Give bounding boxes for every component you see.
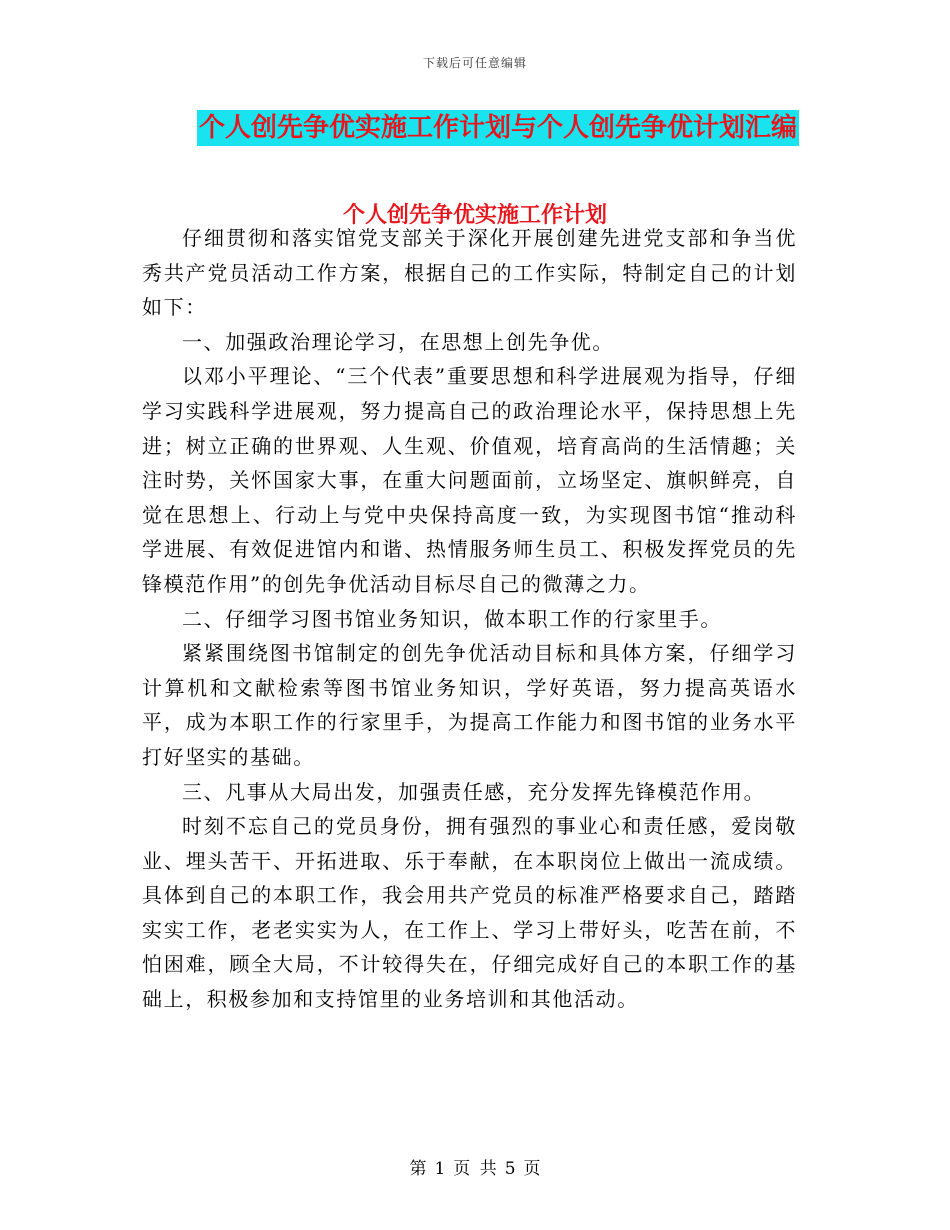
sub-title: 个人创先争优实施工作计划 xyxy=(342,203,607,228)
footer-page-current: 1 xyxy=(434,1159,446,1179)
footer-suffix: 页 xyxy=(523,1159,541,1179)
paragraph-section-2: 紧紧围绕图书馆制定的创先争优活动目标和具体方案，仔细学习计算机和文献检索等图书馆业务知识，学好英语，努力提高英语水平，成为本职工作的行家里手，为提高工作能力和图书馆的业务水平打好坚实的基础。 xyxy=(142,641,797,769)
header-note: 下载后可任意编辑 xyxy=(422,56,527,70)
paragraph-section-3: 时刻不忘自己的党员身份，拥有强烈的事业心和责任感，爱岗敬业、埋头苦干、开拓进取、乐于奉献，在本职岗位上做出一流成绩。具体到自己的本职工作，我会用共产党员的标准严格要求自己，踏踏实实工作，老老实实为人，在工作上、学习上带好头，吃苦在前，不怕困难，顾全大局，不计较得失在，仔细完成好自己的本职工作的基础上，积极参加和支持馆里的业务培训和其他活动。 xyxy=(142,814,797,1012)
footer-mid: 页 共 xyxy=(453,1159,497,1179)
page-footer xyxy=(0,1154,950,1179)
body-text xyxy=(142,221,797,1017)
paragraph-intro: 仔细贯彻和落实馆党支部关于深化开展创建先进党支部和争当优秀共产党员活动工作方案，根据自己的工作实际，特制定自己的计划如下： xyxy=(142,226,797,320)
section-heading-3: 三、凡事从大局出发，加强责任感，充分发挥先锋模范作用。 xyxy=(182,779,766,804)
main-title: 个人创先争优实施工作计划与个人创先争优计划汇编 xyxy=(197,110,799,146)
paragraph-section-1: 以邓小平理论、“三个代表”重要思想和科学进展观为指导，仔细学习实践科学进展观，努力提高自己的政治理论水平，保持思想上先进；树立正确的世界观、人生观、价值观，培育高尚的生活情趣；关注时势，关怀国家大事，在重大问题面前，立场坚定、旗帜鲜亮，自觉在思想上、行动上与党中央保持高度一致，为实现图书馆“推动科学进展、有效促进馆内和谐、热情服务师生员工、积极发挥党员的先锋模范作用”的创先争优活动目标尽自己的微薄之力。 xyxy=(142,364,797,596)
section-heading-2: 二、仔细学习图书馆业务知识，做本职工作的行家里手。 xyxy=(182,606,722,631)
section-heading-1: 一、加强政治理论学习，在思想上创先争优。 xyxy=(182,329,614,354)
footer-page-total: 5 xyxy=(504,1159,516,1179)
main-title-wrap xyxy=(0,110,950,146)
footer-prefix: 第 xyxy=(409,1159,427,1179)
